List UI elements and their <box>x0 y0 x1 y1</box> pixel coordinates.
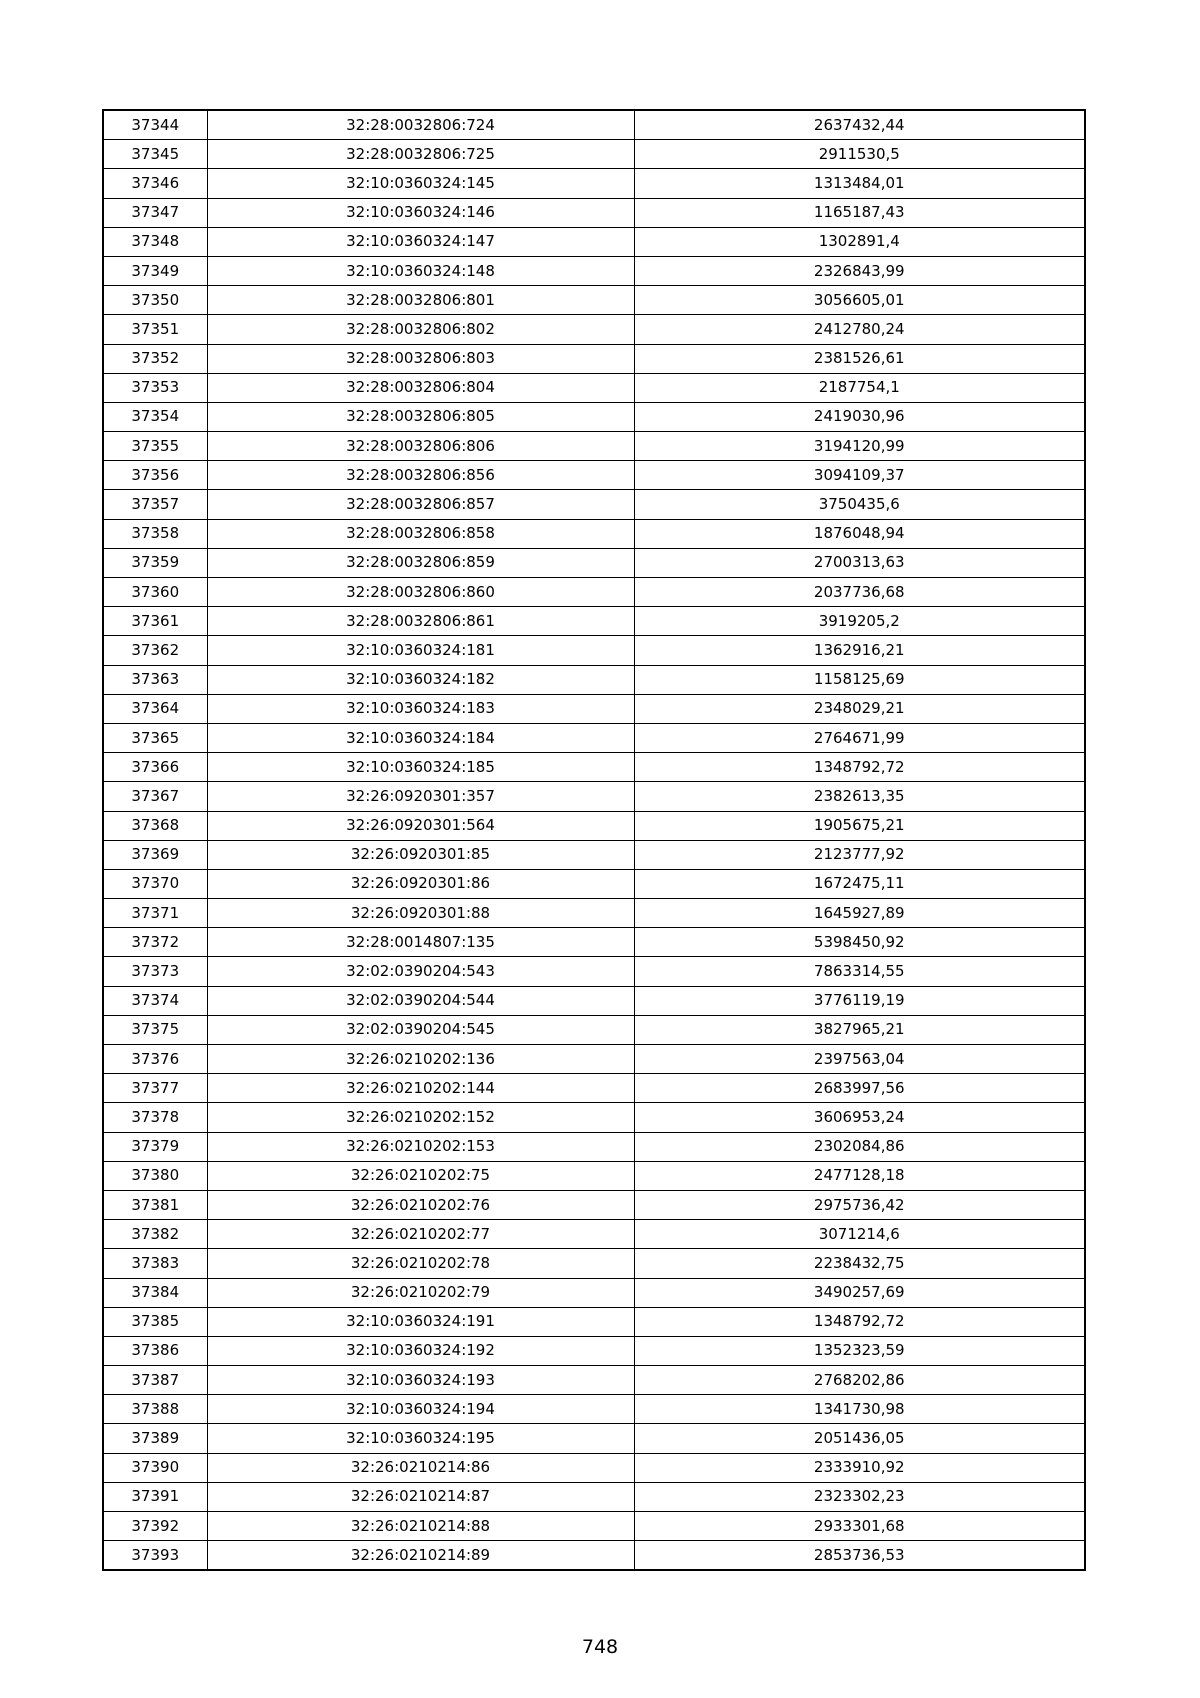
row-number-cell: 37365 <box>103 723 207 752</box>
cadastral-number-cell: 32:10:0360324:147 <box>207 227 634 256</box>
value-cell: 3056605,01 <box>634 286 1085 315</box>
table-row <box>103 548 1085 577</box>
table-row <box>103 1366 1085 1395</box>
table-row <box>103 1045 1085 1074</box>
row-number-cell: 37344 <box>103 110 207 140</box>
table-row <box>103 1453 1085 1482</box>
value-cell: 1165187,43 <box>634 198 1085 227</box>
row-number-cell: 37358 <box>103 519 207 548</box>
row-number-cell: 37360 <box>103 578 207 607</box>
cadastral-number-cell: 32:10:0360324:182 <box>207 665 634 694</box>
value-cell: 2853736,53 <box>634 1541 1085 1571</box>
table-row <box>103 1278 1085 1307</box>
cadastral-number-cell: 32:10:0360324:194 <box>207 1395 634 1424</box>
cadastral-number-cell: 32:28:0032806:725 <box>207 140 634 169</box>
page-number: 748 <box>581 1636 619 1658</box>
row-number-cell: 37389 <box>103 1424 207 1453</box>
value-cell: 2683997,56 <box>634 1074 1085 1103</box>
row-number-cell: 37371 <box>103 899 207 928</box>
cadastral-number-cell: 32:26:0210202:79 <box>207 1278 634 1307</box>
cadastral-number-cell: 32:28:0032806:856 <box>207 461 634 490</box>
row-number-cell: 37355 <box>103 432 207 461</box>
cadastral-number-cell: 32:10:0360324:191 <box>207 1307 634 1336</box>
value-cell: 1302891,4 <box>634 227 1085 256</box>
value-cell: 2764671,99 <box>634 723 1085 752</box>
row-number-cell: 37345 <box>103 140 207 169</box>
table-row <box>103 490 1085 519</box>
row-number-cell: 37359 <box>103 548 207 577</box>
row-number-cell: 37383 <box>103 1249 207 1278</box>
table-row <box>103 1074 1085 1103</box>
table-row <box>103 723 1085 752</box>
row-number-cell: 37378 <box>103 1103 207 1132</box>
value-cell: 3827965,21 <box>634 1015 1085 1044</box>
value-cell: 2187754,1 <box>634 373 1085 402</box>
table-body <box>103 110 1085 1570</box>
cadastral-number-cell: 32:28:0032806:806 <box>207 432 634 461</box>
cadastral-number-cell: 32:26:0920301:564 <box>207 811 634 840</box>
table-row <box>103 227 1085 256</box>
row-number-cell: 37352 <box>103 344 207 373</box>
value-cell: 5398450,92 <box>634 928 1085 957</box>
table-row <box>103 1190 1085 1219</box>
value-cell: 3490257,69 <box>634 1278 1085 1307</box>
cadastral-number-cell: 32:02:0390204:544 <box>207 986 634 1015</box>
cadastral-number-cell: 32:10:0360324:184 <box>207 723 634 752</box>
value-cell: 2348029,21 <box>634 694 1085 723</box>
value-cell: 2412780,24 <box>634 315 1085 344</box>
table-row <box>103 1424 1085 1453</box>
table-row <box>103 1220 1085 1249</box>
cadastral-number-cell: 32:02:0390204:545 <box>207 1015 634 1044</box>
table-row <box>103 1249 1085 1278</box>
row-number-cell: 37350 <box>103 286 207 315</box>
value-cell: 3094109,37 <box>634 461 1085 490</box>
table-row <box>103 169 1085 198</box>
table-row <box>103 286 1085 315</box>
value-cell: 2381526,61 <box>634 344 1085 373</box>
cadastral-number-cell: 32:26:0210202:144 <box>207 1074 634 1103</box>
table-row <box>103 198 1085 227</box>
value-cell: 1876048,94 <box>634 519 1085 548</box>
table-row <box>103 110 1085 140</box>
cadastral-number-cell: 32:10:0360324:192 <box>207 1336 634 1365</box>
row-number-cell: 37392 <box>103 1512 207 1541</box>
table-row <box>103 694 1085 723</box>
table-row <box>103 1512 1085 1541</box>
value-cell: 2238432,75 <box>634 1249 1085 1278</box>
cadastral-number-cell: 32:10:0360324:146 <box>207 198 634 227</box>
row-number-cell: 37369 <box>103 840 207 869</box>
cadastral-number-cell: 32:26:0210202:77 <box>207 1220 634 1249</box>
cadastral-number-cell: 32:26:0210202:75 <box>207 1161 634 1190</box>
value-cell: 2382613,35 <box>634 782 1085 811</box>
row-number-cell: 37347 <box>103 198 207 227</box>
cadastral-number-cell: 32:26:0210214:88 <box>207 1512 634 1541</box>
cadastral-number-cell: 32:26:0210202:136 <box>207 1045 634 1074</box>
cadastral-number-cell: 32:28:0032806:860 <box>207 578 634 607</box>
value-cell: 3606953,24 <box>634 1103 1085 1132</box>
value-cell: 2419030,96 <box>634 402 1085 431</box>
value-cell: 1158125,69 <box>634 665 1085 694</box>
table-row <box>103 432 1085 461</box>
row-number-cell: 37375 <box>103 1015 207 1044</box>
value-cell: 3776119,19 <box>634 986 1085 1015</box>
cadastral-number-cell: 32:28:0032806:724 <box>207 110 634 140</box>
row-number-cell: 37374 <box>103 986 207 1015</box>
row-number-cell: 37377 <box>103 1074 207 1103</box>
cadastral-number-cell: 32:28:0032806:803 <box>207 344 634 373</box>
row-number-cell: 37356 <box>103 461 207 490</box>
value-cell: 1348792,72 <box>634 1307 1085 1336</box>
value-cell: 2397563,04 <box>634 1045 1085 1074</box>
value-cell: 2123777,92 <box>634 840 1085 869</box>
cadastral-number-cell: 32:10:0360324:181 <box>207 636 634 665</box>
value-cell: 2302084,86 <box>634 1132 1085 1161</box>
table-row <box>103 986 1085 1015</box>
row-number-cell: 37364 <box>103 694 207 723</box>
cadastral-number-cell: 32:28:0032806:804 <box>207 373 634 402</box>
row-number-cell: 37353 <box>103 373 207 402</box>
cadastral-number-cell: 32:26:0210202:76 <box>207 1190 634 1219</box>
cadastral-number-cell: 32:10:0360324:148 <box>207 256 634 285</box>
cadastral-number-cell: 32:26:0210202:153 <box>207 1132 634 1161</box>
table-row <box>103 1307 1085 1336</box>
table-row <box>103 519 1085 548</box>
cadastral-number-cell: 32:10:0360324:183 <box>207 694 634 723</box>
value-cell: 2911530,5 <box>634 140 1085 169</box>
cadastral-number-cell: 32:10:0360324:185 <box>207 753 634 782</box>
cadastral-number-cell: 32:02:0390204:543 <box>207 957 634 986</box>
table-row <box>103 373 1085 402</box>
value-cell: 2333910,92 <box>634 1453 1085 1482</box>
row-number-cell: 37384 <box>103 1278 207 1307</box>
value-cell: 3750435,6 <box>634 490 1085 519</box>
value-cell: 2933301,68 <box>634 1512 1085 1541</box>
row-number-cell: 37393 <box>103 1541 207 1571</box>
table-row <box>103 928 1085 957</box>
cadastral-number-cell: 32:26:0210214:89 <box>207 1541 634 1571</box>
table-row <box>103 899 1085 928</box>
row-number-cell: 37363 <box>103 665 207 694</box>
cadastral-number-cell: 32:28:0032806:859 <box>207 548 634 577</box>
value-cell: 2477128,18 <box>634 1161 1085 1190</box>
value-cell: 3919205,2 <box>634 607 1085 636</box>
table-row <box>103 1541 1085 1571</box>
cadastral-number-cell: 32:28:0032806:857 <box>207 490 634 519</box>
row-number-cell: 37361 <box>103 607 207 636</box>
value-cell: 1348792,72 <box>634 753 1085 782</box>
value-cell: 1905675,21 <box>634 811 1085 840</box>
row-number-cell: 37390 <box>103 1453 207 1482</box>
row-number-cell: 37388 <box>103 1395 207 1424</box>
table-row <box>103 1482 1085 1511</box>
row-number-cell: 37354 <box>103 402 207 431</box>
table-row <box>103 315 1085 344</box>
value-cell: 2637432,44 <box>634 110 1085 140</box>
cadastral-number-cell: 32:26:0210202:78 <box>207 1249 634 1278</box>
cadastral-number-cell: 32:26:0920301:357 <box>207 782 634 811</box>
row-number-cell: 37386 <box>103 1336 207 1365</box>
table-row <box>103 665 1085 694</box>
row-number-cell: 37362 <box>103 636 207 665</box>
row-number-cell: 37391 <box>103 1482 207 1511</box>
table-row <box>103 869 1085 898</box>
value-cell: 1341730,98 <box>634 1395 1085 1424</box>
cadastral-number-cell: 32:26:0920301:85 <box>207 840 634 869</box>
row-number-cell: 37346 <box>103 169 207 198</box>
cadastral-number-cell: 32:28:0032806:805 <box>207 402 634 431</box>
table-row <box>103 402 1085 431</box>
value-cell: 2326843,99 <box>634 256 1085 285</box>
table-row <box>103 1015 1085 1044</box>
table-row <box>103 1132 1085 1161</box>
value-cell: 2768202,86 <box>634 1366 1085 1395</box>
row-number-cell: 37349 <box>103 256 207 285</box>
cadastral-number-cell: 32:10:0360324:195 <box>207 1424 634 1453</box>
row-number-cell: 37379 <box>103 1132 207 1161</box>
row-number-cell: 37368 <box>103 811 207 840</box>
cadastral-number-cell: 32:28:0032806:801 <box>207 286 634 315</box>
value-cell: 1352323,59 <box>634 1336 1085 1365</box>
value-cell: 2323302,23 <box>634 1482 1085 1511</box>
table-row <box>103 811 1085 840</box>
table-row <box>103 578 1085 607</box>
table-row <box>103 840 1085 869</box>
table-row <box>103 1395 1085 1424</box>
cadastral-number-cell: 32:28:0032806:802 <box>207 315 634 344</box>
table-row <box>103 957 1085 986</box>
table-row <box>103 140 1085 169</box>
value-cell: 2051436,05 <box>634 1424 1085 1453</box>
cadastral-number-cell: 32:26:0920301:86 <box>207 869 634 898</box>
row-number-cell: 37380 <box>103 1161 207 1190</box>
table-row <box>103 256 1085 285</box>
row-number-cell: 37351 <box>103 315 207 344</box>
value-cell: 2700313,63 <box>634 548 1085 577</box>
cadastral-number-cell: 32:28:0032806:861 <box>207 607 634 636</box>
cadastral-number-cell: 32:26:0920301:88 <box>207 899 634 928</box>
row-number-cell: 37381 <box>103 1190 207 1219</box>
value-cell: 7863314,55 <box>634 957 1085 986</box>
table-row <box>103 1103 1085 1132</box>
value-cell: 3194120,99 <box>634 432 1085 461</box>
value-cell: 2037736,68 <box>634 578 1085 607</box>
value-cell: 1313484,01 <box>634 169 1085 198</box>
row-number-cell: 37348 <box>103 227 207 256</box>
table-row <box>103 607 1085 636</box>
row-number-cell: 37372 <box>103 928 207 957</box>
value-cell: 1645927,89 <box>634 899 1085 928</box>
row-number-cell: 37357 <box>103 490 207 519</box>
table-row <box>103 636 1085 665</box>
row-number-cell: 37373 <box>103 957 207 986</box>
table-row <box>103 782 1085 811</box>
value-cell: 1362916,21 <box>634 636 1085 665</box>
table-row <box>103 461 1085 490</box>
cadastral-number-cell: 32:10:0360324:145 <box>207 169 634 198</box>
table-row <box>103 753 1085 782</box>
data-table <box>102 109 1086 1571</box>
row-number-cell: 37376 <box>103 1045 207 1074</box>
row-number-cell: 37382 <box>103 1220 207 1249</box>
cadastral-number-cell: 32:28:0014807:135 <box>207 928 634 957</box>
table-row <box>103 1161 1085 1190</box>
row-number-cell: 37366 <box>103 753 207 782</box>
row-number-cell: 37370 <box>103 869 207 898</box>
row-number-cell: 37385 <box>103 1307 207 1336</box>
value-cell: 1672475,11 <box>634 869 1085 898</box>
cadastral-number-cell: 32:26:0210214:86 <box>207 1453 634 1482</box>
table-row <box>103 1336 1085 1365</box>
value-cell: 3071214,6 <box>634 1220 1085 1249</box>
row-number-cell: 37367 <box>103 782 207 811</box>
cadastral-number-cell: 32:28:0032806:858 <box>207 519 634 548</box>
value-cell: 2975736,42 <box>634 1190 1085 1219</box>
cadastral-number-cell: 32:10:0360324:193 <box>207 1366 634 1395</box>
cadastral-number-cell: 32:26:0210202:152 <box>207 1103 634 1132</box>
cadastral-number-cell: 32:26:0210214:87 <box>207 1482 634 1511</box>
row-number-cell: 37387 <box>103 1366 207 1395</box>
table-row <box>103 344 1085 373</box>
